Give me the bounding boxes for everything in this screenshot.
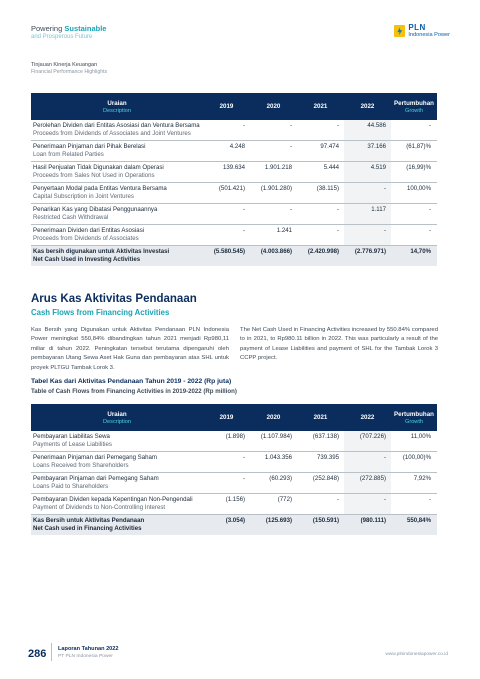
table-row (31, 183, 437, 204)
table-row (31, 431, 437, 452)
cell-2022: 4.519 (344, 162, 391, 183)
cell-2022: - (344, 452, 391, 473)
table-row (31, 473, 437, 494)
header-2020: 2020 (250, 93, 297, 120)
row-label-en: Proceeds from Dividends of Associates (33, 235, 139, 242)
table-row (31, 204, 437, 225)
cell-2022: 37.166 (344, 141, 391, 162)
cell-2022: - (344, 225, 391, 246)
cell-2019: 139.634 (203, 162, 250, 183)
row-description (31, 494, 203, 515)
table-header-row (31, 93, 437, 120)
row-label-en: Loan from Related Parties (33, 151, 104, 158)
section-title: Arus Kas Aktivitas Pendanaan (31, 293, 197, 305)
row-label-id: Pembayaran Liabilitas Sewa (33, 433, 110, 440)
row-label-id: Perolehan Dividen dari Entitas Asosiasi dan Ventura Bersama (33, 122, 200, 129)
cell-growth: - (391, 225, 437, 246)
header-2019: 2019 (203, 404, 250, 431)
cell-2022: (707.226) (344, 431, 391, 452)
logo-pln-text: PLN (408, 23, 426, 32)
cell-2019: (3.054) (203, 515, 250, 536)
row-label-en: Proceeds from Sales Not Used in Operations (33, 172, 155, 179)
investing-table (31, 93, 437, 266)
cell-2020: 1.241 (250, 225, 297, 246)
cell-growth: (61,87)% (391, 141, 437, 162)
header-growth: Pertumbuhan Growth (391, 404, 437, 431)
row-label-id: Pembayaran Dividen kepada Kepentingan Non-Pengendali (33, 496, 193, 503)
cell-2019: - (203, 225, 250, 246)
cell-2021: - (297, 204, 344, 225)
footer-website: www.plnindonesiapower.co.id (385, 652, 448, 657)
row-label-en: Proceeds from Dividends of Associates and Joint Ventures (33, 130, 191, 137)
table2-subtitle: Table of Cash Flows from Financing Activities in 2019-2022 (Rp million) (31, 388, 237, 395)
cell-2020: 1.901.218 (250, 162, 297, 183)
cell-2021: - (297, 120, 344, 141)
section-subtitle: Cash Flows from Financing Activities (31, 308, 170, 317)
cell-2020: (1.107.984) (250, 431, 297, 452)
cell-2022: - (344, 183, 391, 204)
row-description (31, 225, 203, 246)
cell-2020: - (250, 120, 297, 141)
tagline-line2: and Prosperous Future (31, 34, 93, 40)
row-label-id: Penerimaan Pinjaman dari Pemegang Saham (33, 454, 157, 461)
header-description: Uraian Description (31, 93, 203, 120)
cell-2022: (980.111) (344, 515, 391, 536)
row-description (31, 120, 203, 141)
cell-2019: - (203, 120, 250, 141)
footer-report-title: Laporan Tahunan 2022 (58, 646, 119, 652)
cell-2022: 1.117 (344, 204, 391, 225)
table-total-row (31, 515, 437, 536)
cell-growth: (100,00)% (391, 452, 437, 473)
table-row (31, 162, 437, 183)
tagline-bold: Sustainable (64, 24, 107, 33)
cell-2019: - (203, 452, 250, 473)
cell-2021: 97.474 (297, 141, 344, 162)
cell-2019: (1.898) (203, 431, 250, 452)
row-label-en: Capital Subscription in Joint Ventures (33, 193, 134, 200)
row-label-en: Loans Received from Shareholders (33, 462, 129, 469)
cell-growth: 7,92% (391, 473, 437, 494)
cell-2019: - (203, 473, 250, 494)
cell-2020: (125.693) (250, 515, 297, 536)
pln-logo (394, 24, 450, 39)
cell-2021: - (297, 494, 344, 515)
cell-2019: 4.248 (203, 141, 250, 162)
cell-growth: - (391, 120, 437, 141)
cell-2020: (1.901.280) (250, 183, 297, 204)
cell-2021: 739.395 (297, 452, 344, 473)
cell-growth: 11,00% (391, 431, 437, 452)
cell-2020: 1.043.356 (250, 452, 297, 473)
cell-2021: (252.848) (297, 473, 344, 494)
breadcrumb-id: Tinjauan Kinerja Keuangan (31, 62, 98, 68)
cell-2020: - (250, 204, 297, 225)
header-2022: 2022 (344, 93, 391, 120)
table-row (31, 225, 437, 246)
cell-2022: (272.885) (344, 473, 391, 494)
cell-2021: (150.591) (297, 515, 344, 536)
header-2022: 2022 (344, 404, 391, 431)
row-description (31, 431, 203, 452)
header-2020: 2020 (250, 404, 297, 431)
cell-2022: (2.776.971) (344, 246, 391, 267)
logo-ip-text: Indonesia Power (408, 32, 450, 38)
row-label-id: Kas Bersih untuk Aktivitas Pendanaan (33, 517, 145, 524)
header-description: Uraian Description (31, 404, 203, 431)
footer-company: PT PLN Indonesia Power (58, 654, 113, 659)
cell-2021: (38.115) (297, 183, 344, 204)
table-row (31, 141, 437, 162)
cell-2021: (2.420.998) (297, 246, 344, 267)
paragraph-en: The Net Cash Used in Financing Activities increased by 550.84% compared to in 2021, to Rp980.11 billion in 2022. This was particularly a result of the payment of Lease Liabilities and payment of SHL for the Tambak Lorok 3 CCPP project. (240, 327, 438, 362)
footer-divider (51, 643, 52, 661)
cell-2020: (772) (250, 494, 297, 515)
table-row (31, 494, 437, 515)
row-label-id: Kas bersih digunakan untuk Aktivitas Investasi (33, 248, 170, 255)
row-label-id: Pembayaran Pinjaman dari Pemegang Saham (33, 475, 159, 482)
row-label-id: Penerimaan Dividen dari Entitas Asosiasi (33, 227, 145, 234)
financing-table (31, 404, 437, 535)
row-description (31, 141, 203, 162)
cell-2019: (501.421) (203, 183, 250, 204)
row-label-id: Penyertaan Modal pada Entitas Ventura Bersama (33, 185, 167, 192)
cell-2021: 5.444 (297, 162, 344, 183)
cell-2019: (5.580.545) (203, 246, 250, 267)
row-description (31, 452, 203, 473)
cell-growth: 100,00% (391, 183, 437, 204)
row-label-en: Payment of Dividends to Non-Controlling Interest (33, 504, 166, 511)
cell-growth: (16,99)% (391, 162, 437, 183)
row-description (31, 162, 203, 183)
cell-growth: 14,70% (391, 246, 437, 267)
lightning-icon (394, 25, 405, 37)
tagline-line1: Powering Sustainable (31, 24, 107, 33)
cell-2022: - (344, 494, 391, 515)
cell-2020: - (250, 141, 297, 162)
cell-growth: 550,84% (391, 515, 437, 536)
row-label-en: Net Cash used in Financing Activities (33, 525, 142, 532)
row-label-id: Penarikan Kas yang Dibatasi Penggunaannya (33, 206, 158, 213)
header-2019: 2019 (203, 93, 250, 120)
row-label-en: Restricted Cash Withdrawal (33, 214, 109, 221)
cell-2021: - (297, 225, 344, 246)
breadcrumb (31, 62, 107, 75)
row-description (31, 204, 203, 225)
table2-title: Tabel Kas dari Aktivitas Pendanaan Tahun 2019 - 2022 (Rp juta) (31, 378, 232, 385)
row-description (31, 183, 203, 204)
row-label-id: Penerimaan Pinjaman dari Pihak Berelasi (33, 143, 146, 150)
brand-tagline (31, 24, 106, 40)
breadcrumb-en: Financial Performance Highlights (31, 69, 108, 75)
table-row (31, 120, 437, 141)
cell-2022: 44.586 (344, 120, 391, 141)
cell-2020: (4.003.866) (250, 246, 297, 267)
cell-2020: (60.293) (250, 473, 297, 494)
table-total-row (31, 246, 437, 267)
row-label-en: Payments of Lease Liabilities (33, 441, 112, 448)
cell-2019: - (203, 204, 250, 225)
cell-growth: - (391, 204, 437, 225)
table-row (31, 452, 437, 473)
cell-2019: (1.156) (203, 494, 250, 515)
paragraph-id: Kas Bersih yang Digunakan untuk Aktivitas Pendanaan PLN Indonesia Power meningkat 550,84% dibandingkan tahun 2021 menjadi Rp980,11 miliar di tahun 2022. Peningkatan tersebut terutama dipengaruhi oleh pembayaran Utang Sewa Aset Hak Guna dan pembayaran atas SHL untuk proyek PLTGU Tambak Lorok 3. (31, 327, 229, 371)
header-2021: 2021 (297, 93, 344, 120)
cell-growth: - (391, 494, 437, 515)
cell-2021: (637.138) (297, 431, 344, 452)
row-label-en: Loans Paid to Shareholders (33, 483, 109, 490)
header-growth: Pertumbuhan Growth (391, 93, 437, 120)
row-description (31, 246, 203, 267)
header-2021: 2021 (297, 404, 344, 431)
page-number: 286 (28, 648, 47, 660)
table-header-row (31, 404, 437, 431)
row-description (31, 473, 203, 494)
row-description (31, 515, 203, 536)
row-label-id: Hasil Penjualan Tidak Digunakan dalam Operasi (33, 164, 164, 171)
row-label-en: Net Cash Used in Investing Activities (33, 256, 141, 263)
